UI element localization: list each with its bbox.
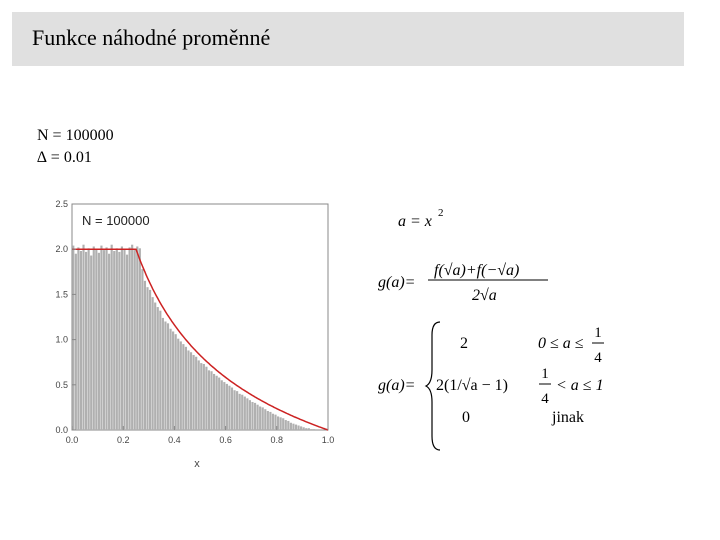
case3-condition: jinak [552,409,584,426]
x-tick-label: 1.0 [321,435,335,445]
histogram-bar [246,398,248,430]
y-tick-label: 1.5 [55,289,68,300]
histogram-bar [259,406,261,430]
histogram-bar [136,246,138,430]
histogram-bar [113,251,115,430]
histogram-bar [162,318,164,430]
case3-value: 0 [462,409,470,426]
g-piecewise-lhs: g(a)= [378,377,416,394]
histogram-bar [108,254,110,430]
histogram-bar [221,380,223,430]
a-definition: a = x [398,213,432,230]
histogram-bar [118,252,120,430]
case2-value: 2(1/√a − 1) [436,377,509,394]
histogram-bar [90,256,92,430]
histogram-bar [285,420,287,430]
histogram-bar [95,249,97,430]
histogram-bar [239,394,241,430]
histogram-bar [241,395,243,430]
histogram-bar [290,423,292,430]
histogram-bar [152,297,154,430]
slide-title: Funkce náhodné proměnné [32,25,271,50]
histogram-bar [139,248,141,430]
histogram-bar [287,421,289,430]
histogram-bar [80,251,82,430]
histogram-bar [85,252,87,430]
histogram-bar [77,247,79,430]
case2-condition: < a ≤ 1 [556,377,604,394]
x-tick-label: 0.8 [270,435,284,445]
histogram-bar [172,331,174,430]
case1-frac-num: 1 [594,325,602,341]
case1-condition: 0 ≤ a ≤ [538,335,584,352]
histogram-bar [213,374,215,430]
histogram-bar [187,350,189,430]
histogram-bar [157,307,159,430]
histogram-bar [264,409,266,430]
chart-title: N = 100000 [82,213,150,228]
histogram-bar [167,323,169,430]
case2-frac-den: 4 [541,391,549,407]
histogram-bar [257,405,259,430]
histogram-bar [144,281,146,430]
histogram-bar [129,247,131,430]
y-tick-label: 2.5 [55,199,68,209]
x-axis-label: x [194,458,200,470]
histogram-bar [177,339,179,430]
case2-frac-num: 1 [541,366,549,382]
histogram-bar [180,341,182,430]
histogram-bar [297,425,299,430]
histogram-bar [164,322,166,430]
histogram-bar [98,253,100,430]
histogram-bar [313,429,315,430]
histogram-bar [300,426,302,430]
histogram-bar [111,245,113,430]
histogram-bar [159,311,161,430]
y-tick-label: 0.0 [55,425,68,435]
histogram-bar [169,329,171,430]
histogram-bar [277,416,279,430]
histogram-bar [218,378,220,430]
histogram-bar [305,428,307,430]
parameters [37,125,114,169]
histogram-bar [231,388,233,430]
histogram-bar [195,357,197,430]
histogram-bar [223,382,225,430]
histogram-bar [280,417,282,430]
histogram-bar [295,425,297,430]
histogram-bar [205,367,207,430]
histogram-bar [175,334,177,430]
case1-frac-den: 4 [594,350,602,366]
histogram-bar [72,246,74,430]
histogram-bar [198,360,200,430]
histogram-bar [210,371,212,430]
x-tick-label: 0.6 [219,435,232,445]
histogram-chart [36,192,336,477]
histogram-bar [203,364,205,430]
param-n: N = 100000 [37,127,114,144]
histogram-bar [82,245,84,430]
histogram-bar [131,245,133,430]
histogram-bar [116,248,118,430]
histogram-bar [123,249,125,430]
histogram-bar [208,370,210,430]
histogram-bar [105,247,107,430]
histogram-bar [282,418,284,430]
histogram-bar [100,246,102,430]
histogram-bar [269,412,271,430]
plot-area [72,204,328,430]
histogram-bar [233,390,235,430]
g-formula-lhs: g(a)= [378,274,416,291]
y-tick-label: 2.0 [55,244,68,255]
histogram-bar [292,424,294,430]
histogram-bar [251,402,253,430]
histogram-bar [146,287,148,430]
histogram-bar [88,248,90,430]
histogram-bar [226,384,228,430]
g-formula-denominator: 2√a [472,287,497,304]
histogram-bar [274,415,276,430]
histogram-bar [310,429,312,430]
histogram-bar [103,250,105,430]
histogram-bar [200,363,202,430]
g-formula-numerator: f(√a)+f(−√a) [434,262,520,279]
case1-value: 2 [460,335,468,352]
histogram-bar [134,250,136,430]
histogram-bar [190,352,192,430]
histogram-bar [267,411,269,430]
histogram-bar [75,254,77,430]
histogram-bar [272,414,274,430]
x-tick-label: 0.2 [116,435,130,445]
formulas [372,200,612,460]
histogram-bar [126,255,128,430]
histogram-bar [141,269,143,430]
a-definition-exponent: 2 [438,207,444,219]
x-tick-label: 0.0 [65,435,79,445]
param-delta: ∆ = 0.01 [37,149,92,166]
y-tick-label: 0.5 [55,379,68,390]
histogram-bar [154,303,156,430]
title-bar [12,12,684,66]
histogram-bar [244,397,246,430]
histogram-bar [236,391,238,430]
x-tick-label: 0.4 [168,435,181,445]
histogram-bar [254,403,256,430]
histogram-bar [182,344,184,430]
histogram-bar [216,376,218,430]
histogram-bar [93,246,95,430]
histogram-bar [308,428,310,430]
y-tick-label: 1.0 [55,334,68,345]
histogram-bar [249,400,251,430]
histogram-bar [228,386,230,430]
histogram-bar [262,407,264,430]
histogram-bar [193,355,195,430]
histogram-bar [121,246,123,430]
histogram-bar [149,290,151,430]
histogram-bar [303,427,305,430]
histogram-bar [185,347,187,430]
